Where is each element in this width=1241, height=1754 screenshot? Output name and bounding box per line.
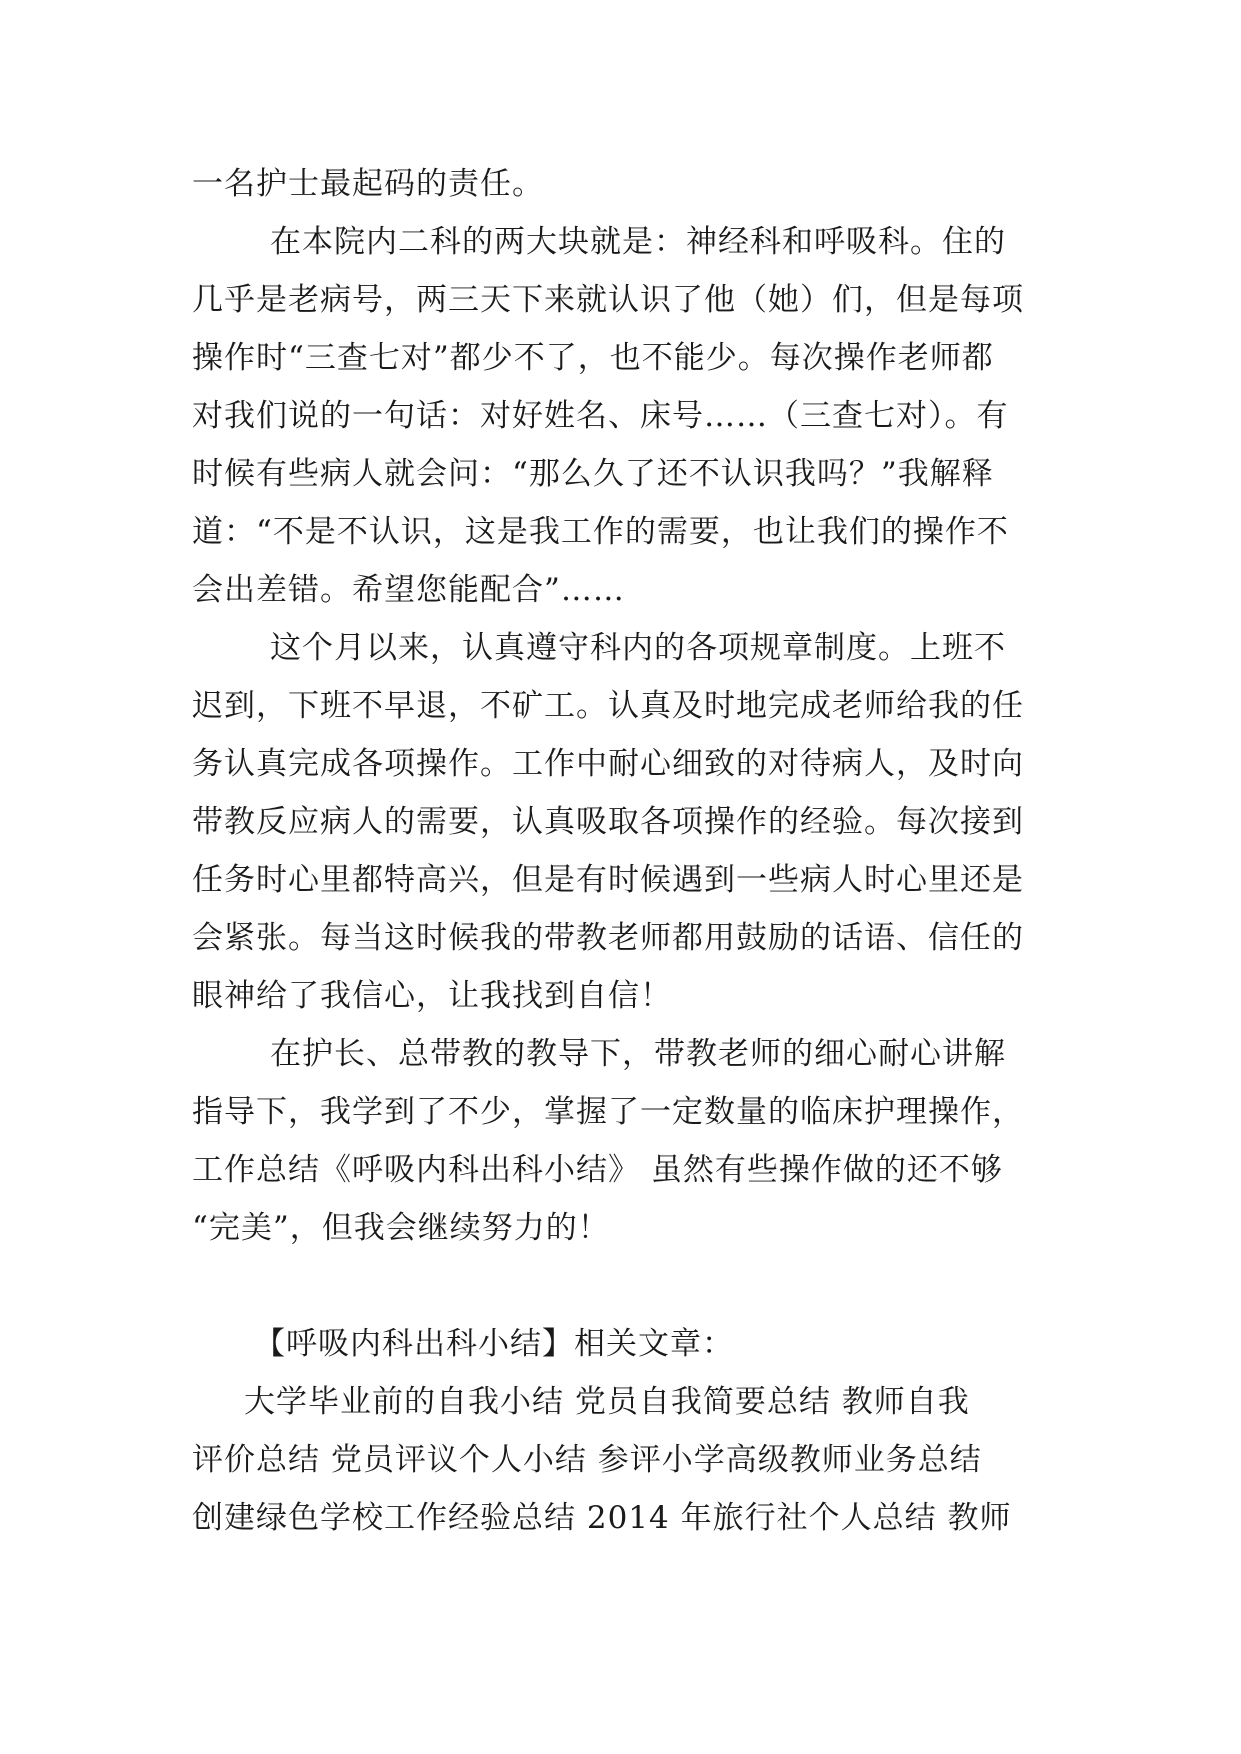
- paragraph-line: 时候有些病人就会问：“那么久了还不认识我吗？”我解释: [192, 456, 994, 492]
- paragraph-line: 操作时“三查七对”都少不了，也不能少。每次操作老师都: [192, 340, 994, 376]
- related-links-line[interactable]: 创建绿色学校工作经验总结 2014 年旅行社个人总结 教师: [192, 1500, 1012, 1536]
- paragraph-line: 在护长、总带教的教导下，带教老师的细心耐心讲解: [270, 1036, 1006, 1072]
- paragraph-line: 带教反应病人的需要，认真吸取各项操作的经验。每次接到: [192, 804, 1024, 840]
- paragraph-line: 几乎是老病号，两三天下来就认识了他（她）们，但是每项: [192, 282, 1024, 318]
- paragraph-line: 一名护士最起码的责任。: [192, 166, 544, 202]
- paragraph-line: 会紧张。每当这时候我的带教老师都用鼓励的话语、信任的: [192, 920, 1024, 956]
- document-body: [192, 155, 1057, 1547]
- paragraph-line: 工作总结《呼吸内科出科小结》 虽然有些操作做的还不够: [192, 1152, 1003, 1188]
- related-links-line[interactable]: 评价总结 党员评议个人小结 参评小学高级教师业务总结: [192, 1442, 982, 1478]
- paragraph-line: 迟到，下班不早退，不矿工。认真及时地完成老师给我的任: [192, 688, 1024, 724]
- paragraph-line: 指导下，我学到了不少，掌握了一定数量的临床护理操作，: [192, 1094, 1024, 1130]
- paragraph-line: 任务时心里都特高兴，但是有时候遇到一些病人时心里还是: [192, 862, 1024, 898]
- paragraph-line: 对我们说的一句话：对好姓名、床号……（三查七对）。有: [192, 398, 1009, 434]
- paragraph-line: 在本院内二科的两大块就是：神经科和呼吸科。住的: [270, 224, 1006, 260]
- related-heading: 【呼吸内科出科小结】相关文章：: [254, 1326, 734, 1362]
- paragraph-line: “完美”，但我会继续努力的！: [192, 1210, 610, 1246]
- paragraph-line: 道：“不是不认识，这是我工作的需要，也让我们的操作不: [192, 514, 1009, 550]
- paragraph-line: 眼神给了我信心，让我找到自信！: [192, 978, 672, 1014]
- spacer: [192, 1257, 1057, 1315]
- paragraph-line: 务认真完成各项操作。工作中耐心细致的对待病人，及时向: [192, 746, 1024, 782]
- paragraph-line: 这个月以来，认真遵守科内的各项规章制度。上班不: [270, 630, 1006, 666]
- related-links-line[interactable]: 大学毕业前的自我小结 党员自我简要总结 教师自我: [244, 1384, 970, 1420]
- paragraph-line: 会出差错。希望您能配合”……: [192, 572, 625, 608]
